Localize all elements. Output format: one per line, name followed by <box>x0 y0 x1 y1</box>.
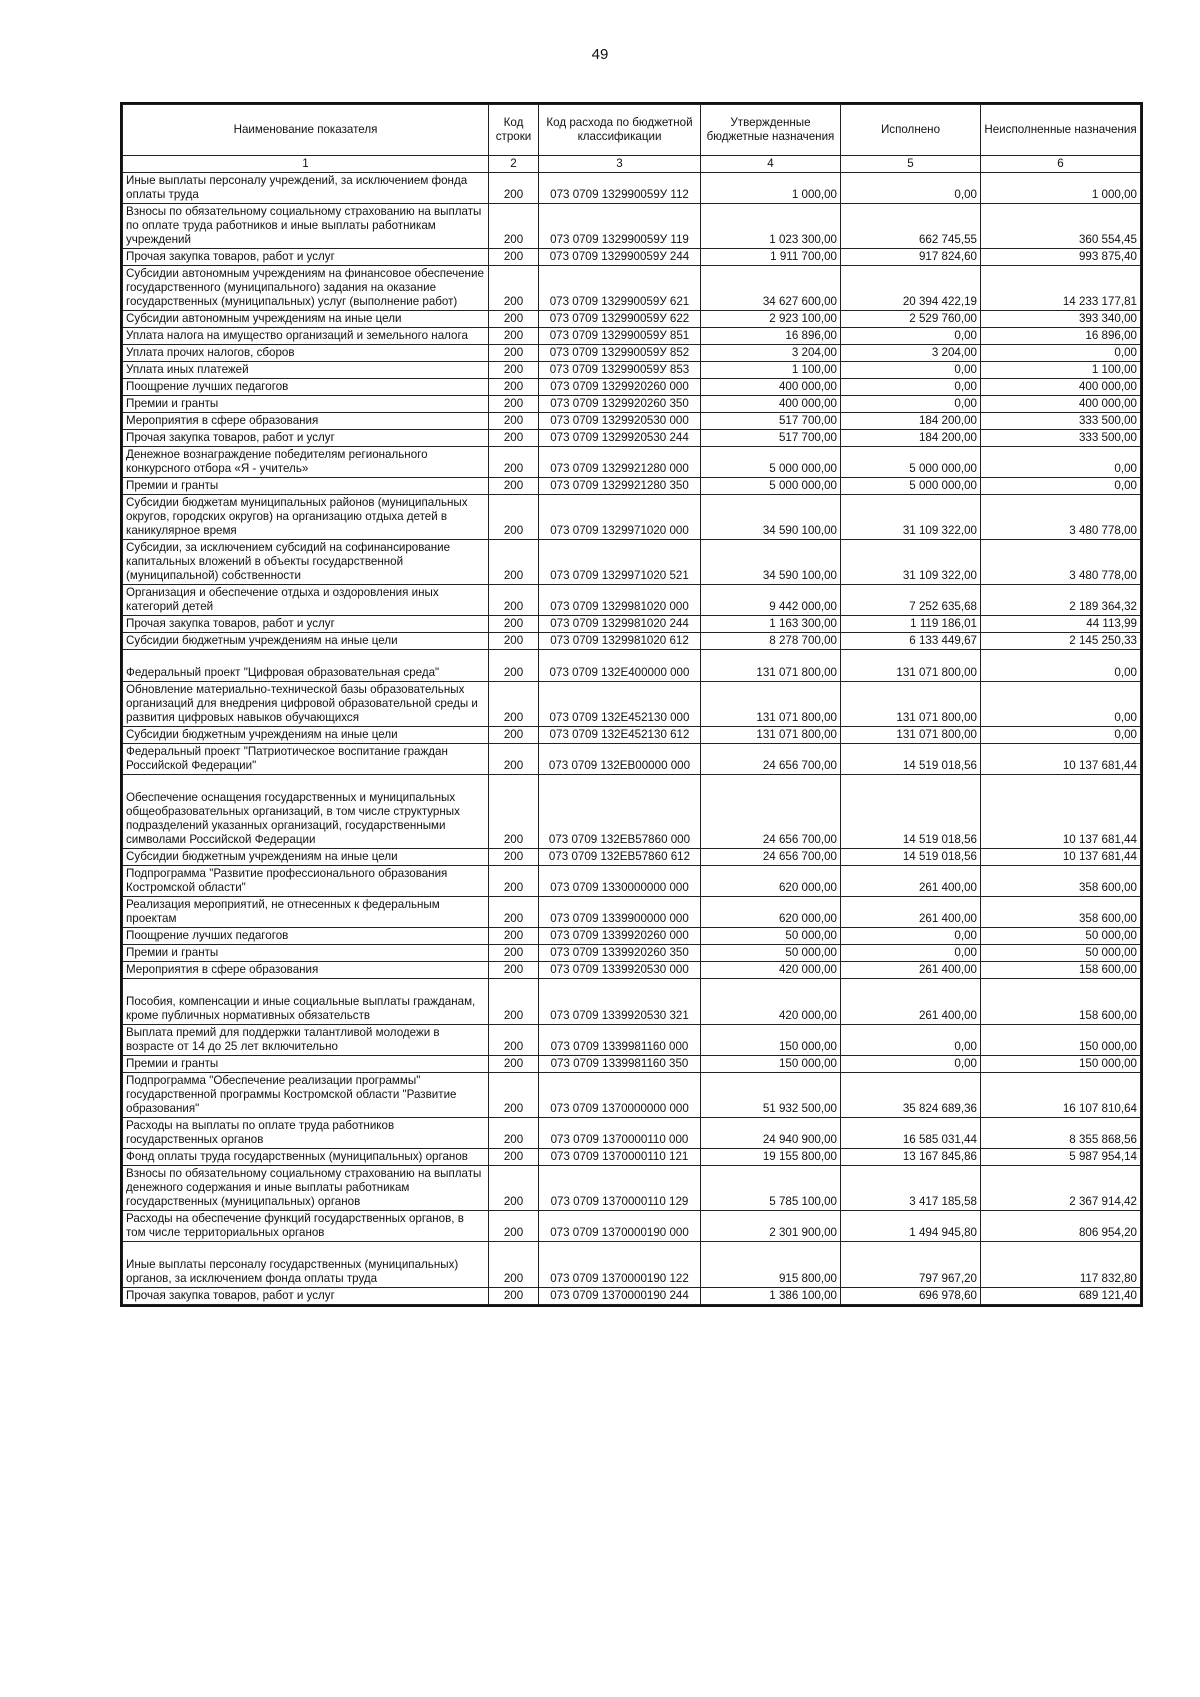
row-approved: 24 940 900,00 <box>701 1118 841 1149</box>
table-row <box>123 447 1141 478</box>
row-unexecuted: 0,00 <box>981 447 1141 478</box>
row-approved: 24 656 700,00 <box>701 744 841 775</box>
table-row <box>123 311 1141 328</box>
row-budget-code: 073 0709 1329981020 000 <box>539 585 701 616</box>
row-approved: 16 896,00 <box>701 328 841 345</box>
row-budget-code: 073 0709 1329920530 000 <box>539 413 701 430</box>
row-approved: 34 627 600,00 <box>701 266 841 311</box>
row-budget-code: 073 0709 1329971020 000 <box>539 495 701 540</box>
row-approved: 24 656 700,00 <box>701 775 841 849</box>
table-row <box>123 1288 1141 1305</box>
row-budget-code: 073 0709 1330000000 000 <box>539 866 701 897</box>
row-approved: 131 071 800,00 <box>701 650 841 682</box>
row-approved: 1 911 700,00 <box>701 249 841 266</box>
row-budget-code: 073 0709 132990059У 852 <box>539 345 701 362</box>
row-executed: 6 133 449,67 <box>841 633 981 650</box>
row-approved: 620 000,00 <box>701 866 841 897</box>
row-budget-code: 073 0709 132E400000 000 <box>539 650 701 682</box>
row-unexecuted: 358 600,00 <box>981 866 1141 897</box>
row-executed: 14 519 018,56 <box>841 744 981 775</box>
row-budget-code: 073 0709 1329921280 000 <box>539 447 701 478</box>
row-budget-code: 073 0709 1370000190 244 <box>539 1288 701 1305</box>
row-approved: 517 700,00 <box>701 413 841 430</box>
row-executed: 261 400,00 <box>841 979 981 1025</box>
row-approved: 34 590 100,00 <box>701 540 841 585</box>
row-budget-code: 073 0709 1370000110 129 <box>539 1166 701 1211</box>
row-line-code: 200 <box>489 979 539 1025</box>
row-unexecuted: 806 954,20 <box>981 1211 1141 1242</box>
row-line-code: 200 <box>489 1025 539 1056</box>
table-row <box>123 945 1141 962</box>
row-budget-code: 073 0709 1329921280 350 <box>539 478 701 495</box>
row-name: Мероприятия в сфере образования <box>123 413 489 430</box>
column-number: 4 <box>701 156 841 173</box>
row-line-code: 200 <box>489 204 539 249</box>
row-approved: 1 100,00 <box>701 362 841 379</box>
row-budget-code: 073 0709 132990059У 621 <box>539 266 701 311</box>
row-line-code: 200 <box>489 396 539 413</box>
row-executed: 131 071 800,00 <box>841 650 981 682</box>
row-approved: 400 000,00 <box>701 379 841 396</box>
row-executed: 261 400,00 <box>841 866 981 897</box>
table-row <box>123 249 1141 266</box>
table-row <box>123 430 1141 447</box>
row-unexecuted: 14 233 177,81 <box>981 266 1141 311</box>
column-header-line-code: Код строки <box>489 105 539 156</box>
column-number: 1 <box>123 156 489 173</box>
row-approved: 517 700,00 <box>701 430 841 447</box>
column-header-executed: Исполнено <box>841 105 981 156</box>
table-row <box>123 204 1141 249</box>
row-budget-code: 073 0709 1339920530 000 <box>539 962 701 979</box>
row-line-code: 200 <box>489 650 539 682</box>
row-name: Организация и обеспечение отдыха и оздоровления иных категорий детей <box>123 585 489 616</box>
row-line-code: 200 <box>489 682 539 727</box>
row-name: Фонд оплаты труда государственных (муниципальных) органов <box>123 1149 489 1166</box>
row-approved: 1 000,00 <box>701 173 841 204</box>
row-line-code: 200 <box>489 897 539 928</box>
page-number: 49 <box>591 46 609 63</box>
row-line-code: 200 <box>489 1288 539 1305</box>
row-unexecuted: 8 355 868,56 <box>981 1118 1141 1149</box>
row-executed: 13 167 845,86 <box>841 1149 981 1166</box>
row-executed: 662 745,55 <box>841 204 981 249</box>
row-line-code: 200 <box>489 540 539 585</box>
row-unexecuted: 158 600,00 <box>981 979 1141 1025</box>
row-budget-code: 073 0709 1339920530 321 <box>539 979 701 1025</box>
row-line-code: 200 <box>489 1242 539 1288</box>
row-budget-code: 073 0709 1329981020 612 <box>539 633 701 650</box>
row-approved: 50 000,00 <box>701 945 841 962</box>
row-name: Мероприятия в сфере образования <box>123 962 489 979</box>
table-header-row <box>123 105 1141 156</box>
row-approved: 1 023 300,00 <box>701 204 841 249</box>
row-executed: 1 494 945,80 <box>841 1211 981 1242</box>
row-executed: 797 967,20 <box>841 1242 981 1288</box>
row-unexecuted: 360 554,45 <box>981 204 1141 249</box>
row-executed: 0,00 <box>841 379 981 396</box>
column-number: 5 <box>841 156 981 173</box>
row-budget-code: 073 0709 1370000110 000 <box>539 1118 701 1149</box>
row-approved: 150 000,00 <box>701 1056 841 1073</box>
row-name: Уплата иных платежей <box>123 362 489 379</box>
table-row <box>123 650 1141 682</box>
table-row <box>123 362 1141 379</box>
row-approved: 34 590 100,00 <box>701 495 841 540</box>
row-unexecuted: 10 137 681,44 <box>981 775 1141 849</box>
row-line-code: 200 <box>489 249 539 266</box>
row-unexecuted: 150 000,00 <box>981 1056 1141 1073</box>
row-name: Иные выплаты персоналу учреждений, за исключением фонда оплаты труда <box>123 173 489 204</box>
row-name: Поощрение лучших педагогов <box>123 928 489 945</box>
table-row <box>123 744 1141 775</box>
column-header-name: Наименование показателя <box>123 105 489 156</box>
row-name: Субсидии автономным учреждениям на иные цели <box>123 311 489 328</box>
row-approved: 9 442 000,00 <box>701 585 841 616</box>
table-row <box>123 962 1141 979</box>
row-name: Иные выплаты персоналу государственных (муниципальных) органов, за исключением фонда оплаты труда <box>123 1242 489 1288</box>
row-approved: 19 155 800,00 <box>701 1149 841 1166</box>
row-unexecuted: 117 832,80 <box>981 1242 1141 1288</box>
row-line-code: 200 <box>489 633 539 650</box>
table-row <box>123 633 1141 650</box>
row-line-code: 200 <box>489 311 539 328</box>
row-line-code: 200 <box>489 849 539 866</box>
row-line-code: 200 <box>489 1118 539 1149</box>
row-unexecuted: 10 137 681,44 <box>981 744 1141 775</box>
row-name: Субсидии бюджетам муниципальных районов (муниципальных округов, городских округов) на организацию отдыха детей в каникулярное время <box>123 495 489 540</box>
row-name: Расходы на выплаты по оплате труда работников государственных органов <box>123 1118 489 1149</box>
row-unexecuted: 1 100,00 <box>981 362 1141 379</box>
column-header-approved: Утвержденные бюджетные назначения <box>701 105 841 156</box>
row-unexecuted: 358 600,00 <box>981 897 1141 928</box>
row-budget-code: 073 0709 1370000110 121 <box>539 1149 701 1166</box>
row-executed: 5 000 000,00 <box>841 447 981 478</box>
row-name: Субсидии бюджетным учреждениям на иные цели <box>123 849 489 866</box>
row-unexecuted: 0,00 <box>981 650 1141 682</box>
table-row <box>123 928 1141 945</box>
row-executed: 14 519 018,56 <box>841 775 981 849</box>
row-executed: 131 071 800,00 <box>841 727 981 744</box>
row-name: Прочая закупка товаров, работ и услуг <box>123 1288 489 1305</box>
row-budget-code: 073 0709 132990059У 853 <box>539 362 701 379</box>
row-unexecuted: 400 000,00 <box>981 379 1141 396</box>
row-line-code: 200 <box>489 1166 539 1211</box>
row-executed: 3 417 185,58 <box>841 1166 981 1211</box>
table-row <box>123 1073 1141 1118</box>
row-name: Субсидии бюджетным учреждениям на иные цели <box>123 727 489 744</box>
table-row <box>123 328 1141 345</box>
row-name: Обеспечение оснащения государственных и муниципальных общеобразовательных организаций, в том числе структурных подразделений указанных организаций, государственными символами Российской Федерации <box>123 775 489 849</box>
row-approved: 420 000,00 <box>701 962 841 979</box>
table-row <box>123 1118 1141 1149</box>
row-executed: 0,00 <box>841 945 981 962</box>
row-approved: 131 071 800,00 <box>701 682 841 727</box>
row-name: Уплата прочих налогов, сборов <box>123 345 489 362</box>
row-unexecuted: 0,00 <box>981 345 1141 362</box>
row-budget-code: 073 0709 132EB57860 000 <box>539 775 701 849</box>
table-row <box>123 413 1141 430</box>
row-budget-code: 073 0709 1329920530 244 <box>539 430 701 447</box>
row-line-code: 200 <box>489 345 539 362</box>
row-unexecuted: 993 875,40 <box>981 249 1141 266</box>
table-row <box>123 775 1141 849</box>
row-unexecuted: 10 137 681,44 <box>981 849 1141 866</box>
row-line-code: 200 <box>489 495 539 540</box>
row-approved: 51 932 500,00 <box>701 1073 841 1118</box>
table-row <box>123 1242 1141 1288</box>
row-executed: 35 824 689,36 <box>841 1073 981 1118</box>
row-name: Федеральный проект "Патриотическое воспитание граждан Российской Федерации" <box>123 744 489 775</box>
row-budget-code: 073 0709 132990059У 244 <box>539 249 701 266</box>
row-line-code: 200 <box>489 173 539 204</box>
row-budget-code: 073 0709 1370000190 000 <box>539 1211 701 1242</box>
row-approved: 5 000 000,00 <box>701 478 841 495</box>
row-name: Субсидии, за исключением субсидий на софинансирование капитальных вложений в объекты государственной (муниципальной) собственности <box>123 540 489 585</box>
row-executed: 1 119 186,01 <box>841 616 981 633</box>
row-approved: 150 000,00 <box>701 1025 841 1056</box>
row-executed: 20 394 422,19 <box>841 266 981 311</box>
row-budget-code: 073 0709 1329971020 521 <box>539 540 701 585</box>
row-name: Взносы по обязательному социальному страхованию на выплаты денежного содержания и иные выплаты работникам государственных (муниципальных) органов <box>123 1166 489 1211</box>
row-approved: 400 000,00 <box>701 396 841 413</box>
row-name: Обновление материально-технической базы образовательных организаций для внедрения цифровой образовательной среды и развития цифровых навыков обучающихся <box>123 682 489 727</box>
row-unexecuted: 2 367 914,42 <box>981 1166 1141 1211</box>
column-number: 2 <box>489 156 539 173</box>
row-executed: 0,00 <box>841 362 981 379</box>
row-line-code: 200 <box>489 266 539 311</box>
row-unexecuted: 2 189 364,32 <box>981 585 1141 616</box>
table-row <box>123 585 1141 616</box>
row-budget-code: 073 0709 1339981160 350 <box>539 1056 701 1073</box>
row-approved: 620 000,00 <box>701 897 841 928</box>
row-name: Субсидии автономным учреждениям на финансовое обеспечение государственного (муниципального) задания на оказание государственных (муниципальных) услуг (выполнение работ) <box>123 266 489 311</box>
row-executed: 5 000 000,00 <box>841 478 981 495</box>
table-row <box>123 897 1141 928</box>
row-line-code: 200 <box>489 362 539 379</box>
row-executed: 696 978,60 <box>841 1288 981 1305</box>
row-unexecuted: 689 121,40 <box>981 1288 1141 1305</box>
row-line-code: 200 <box>489 1056 539 1073</box>
row-line-code: 200 <box>489 744 539 775</box>
row-executed: 3 204,00 <box>841 345 981 362</box>
row-name: Субсидии бюджетным учреждениям на иные цели <box>123 633 489 650</box>
table-row <box>123 379 1141 396</box>
row-name: Расходы на обеспечение функций государственных органов, в том числе территориальных органов <box>123 1211 489 1242</box>
table-row <box>123 979 1141 1025</box>
row-budget-code: 073 0709 1339920260 350 <box>539 945 701 962</box>
table-row <box>123 266 1141 311</box>
row-line-code: 200 <box>489 775 539 849</box>
table-row <box>123 1149 1141 1166</box>
column-header-budget-code: Код расхода по бюджетной классификации <box>539 105 701 156</box>
table-row <box>123 478 1141 495</box>
row-name: Премии и гранты <box>123 945 489 962</box>
row-unexecuted: 16 107 810,64 <box>981 1073 1141 1118</box>
table-row <box>123 727 1141 744</box>
row-executed: 2 529 760,00 <box>841 311 981 328</box>
row-name: Поощрение лучших педагогов <box>123 379 489 396</box>
row-line-code: 200 <box>489 945 539 962</box>
row-name: Прочая закупка товаров, работ и услуг <box>123 430 489 447</box>
row-unexecuted: 0,00 <box>981 682 1141 727</box>
table-row <box>123 866 1141 897</box>
row-executed: 7 252 635,68 <box>841 585 981 616</box>
row-unexecuted: 2 145 250,33 <box>981 633 1141 650</box>
row-line-code: 200 <box>489 478 539 495</box>
row-line-code: 200 <box>489 430 539 447</box>
row-executed: 0,00 <box>841 328 981 345</box>
row-budget-code: 073 0709 1339900000 000 <box>539 897 701 928</box>
row-line-code: 200 <box>489 866 539 897</box>
row-executed: 0,00 <box>841 928 981 945</box>
row-budget-code: 073 0709 132E452130 612 <box>539 727 701 744</box>
row-unexecuted: 393 340,00 <box>981 311 1141 328</box>
row-approved: 5 000 000,00 <box>701 447 841 478</box>
row-name: Прочая закупка товаров, работ и услуг <box>123 249 489 266</box>
row-line-code: 200 <box>489 1149 539 1166</box>
row-unexecuted: 50 000,00 <box>981 928 1141 945</box>
row-budget-code: 073 0709 1339981160 000 <box>539 1025 701 1056</box>
row-line-code: 200 <box>489 379 539 396</box>
row-approved: 5 785 100,00 <box>701 1166 841 1211</box>
row-executed: 0,00 <box>841 1025 981 1056</box>
table-row <box>123 1056 1141 1073</box>
row-executed: 0,00 <box>841 396 981 413</box>
row-name: Уплата налога на имущество организаций и земельного налога <box>123 328 489 345</box>
table-row <box>123 540 1141 585</box>
row-approved: 8 278 700,00 <box>701 633 841 650</box>
row-budget-code: 073 0709 1329920260 000 <box>539 379 701 396</box>
row-name: Подпрограмма "Обеспечение реализации программы" государственной программы Костромской области "Развитие образования" <box>123 1073 489 1118</box>
row-budget-code: 073 0709 132E452130 000 <box>539 682 701 727</box>
table-row <box>123 1025 1141 1056</box>
row-line-code: 200 <box>489 585 539 616</box>
row-line-code: 200 <box>489 727 539 744</box>
row-line-code: 200 <box>489 328 539 345</box>
row-unexecuted: 5 987 954,14 <box>981 1149 1141 1166</box>
row-name: Денежное вознаграждение победителям регионального конкурсного отбора «Я - учитель» <box>123 447 489 478</box>
row-approved: 1 386 100,00 <box>701 1288 841 1305</box>
row-line-code: 200 <box>489 413 539 430</box>
row-budget-code: 073 0709 132EB00000 000 <box>539 744 701 775</box>
row-budget-code: 073 0709 132990059У 622 <box>539 311 701 328</box>
row-budget-code: 073 0709 1329920260 350 <box>539 396 701 413</box>
row-budget-code: 073 0709 132990059У 112 <box>539 173 701 204</box>
row-unexecuted: 333 500,00 <box>981 430 1141 447</box>
row-executed: 917 824,60 <box>841 249 981 266</box>
row-unexecuted: 0,00 <box>981 478 1141 495</box>
row-unexecuted: 0,00 <box>981 727 1141 744</box>
table-row <box>123 1211 1141 1242</box>
row-budget-code: 073 0709 1339920260 000 <box>539 928 701 945</box>
column-number: 3 <box>539 156 701 173</box>
table-row <box>123 1166 1141 1211</box>
row-approved: 915 800,00 <box>701 1242 841 1288</box>
row-executed: 0,00 <box>841 173 981 204</box>
row-unexecuted: 400 000,00 <box>981 396 1141 413</box>
table-row <box>123 396 1141 413</box>
row-executed: 184 200,00 <box>841 413 981 430</box>
row-approved: 3 204,00 <box>701 345 841 362</box>
row-name: Выплата премий для поддержки талантливой молодежи в возрасте от 14 до 25 лет включительно <box>123 1025 489 1056</box>
row-budget-code: 073 0709 132EB57860 612 <box>539 849 701 866</box>
row-line-code: 200 <box>489 1211 539 1242</box>
row-approved: 24 656 700,00 <box>701 849 841 866</box>
column-numbers-row <box>123 156 1141 173</box>
row-name: Взносы по обязательному социальному страхованию на выплаты по оплате труда работников и иные выплаты работникам учреждений <box>123 204 489 249</box>
row-approved: 2 923 100,00 <box>701 311 841 328</box>
row-executed: 16 585 031,44 <box>841 1118 981 1149</box>
table-row <box>123 495 1141 540</box>
row-executed: 14 519 018,56 <box>841 849 981 866</box>
row-unexecuted: 3 480 778,00 <box>981 495 1141 540</box>
table-row <box>123 849 1141 866</box>
row-unexecuted: 150 000,00 <box>981 1025 1141 1056</box>
row-unexecuted: 3 480 778,00 <box>981 540 1141 585</box>
row-name: Прочая закупка товаров, работ и услуг <box>123 616 489 633</box>
row-executed: 131 071 800,00 <box>841 682 981 727</box>
row-executed: 261 400,00 <box>841 962 981 979</box>
row-line-code: 200 <box>489 962 539 979</box>
row-unexecuted: 44 113,99 <box>981 616 1141 633</box>
column-header-unexecuted: Неисполненные назначения <box>981 105 1141 156</box>
row-budget-code: 073 0709 132990059У 851 <box>539 328 701 345</box>
row-unexecuted: 1 000,00 <box>981 173 1141 204</box>
row-name: Федеральный проект "Цифровая образовательная среда" <box>123 650 489 682</box>
table-row <box>123 173 1141 204</box>
table-row <box>123 345 1141 362</box>
row-line-code: 200 <box>489 447 539 478</box>
row-budget-code: 073 0709 132990059У 119 <box>539 204 701 249</box>
row-unexecuted: 16 896,00 <box>981 328 1141 345</box>
row-budget-code: 073 0709 1329981020 244 <box>539 616 701 633</box>
row-approved: 50 000,00 <box>701 928 841 945</box>
column-number: 6 <box>981 156 1141 173</box>
row-approved: 2 301 900,00 <box>701 1211 841 1242</box>
row-name: Подпрограмма "Развитие профессионального образования Костромской области" <box>123 866 489 897</box>
row-budget-code: 073 0709 1370000000 000 <box>539 1073 701 1118</box>
row-name: Пособия, компенсации и иные социальные выплаты гражданам, кроме публичных нормативных обязательств <box>123 979 489 1025</box>
row-unexecuted: 158 600,00 <box>981 962 1141 979</box>
row-name: Реализация мероприятий, не отнесенных к федеральным проектам <box>123 897 489 928</box>
row-executed: 184 200,00 <box>841 430 981 447</box>
table-row <box>123 616 1141 633</box>
row-name: Премии и гранты <box>123 478 489 495</box>
row-approved: 1 163 300,00 <box>701 616 841 633</box>
row-unexecuted: 333 500,00 <box>981 413 1141 430</box>
row-name: Премии и гранты <box>123 396 489 413</box>
budget-execution-table <box>122 104 1141 1305</box>
row-budget-code: 073 0709 1370000190 122 <box>539 1242 701 1288</box>
row-approved: 420 000,00 <box>701 979 841 1025</box>
row-executed: 261 400,00 <box>841 897 981 928</box>
row-name: Премии и гранты <box>123 1056 489 1073</box>
row-executed: 0,00 <box>841 1056 981 1073</box>
table-row <box>123 682 1141 727</box>
row-line-code: 200 <box>489 928 539 945</box>
row-line-code: 200 <box>489 1073 539 1118</box>
row-unexecuted: 50 000,00 <box>981 945 1141 962</box>
row-line-code: 200 <box>489 616 539 633</box>
row-executed: 31 109 322,00 <box>841 495 981 540</box>
row-approved: 131 071 800,00 <box>701 727 841 744</box>
row-executed: 31 109 322,00 <box>841 540 981 585</box>
